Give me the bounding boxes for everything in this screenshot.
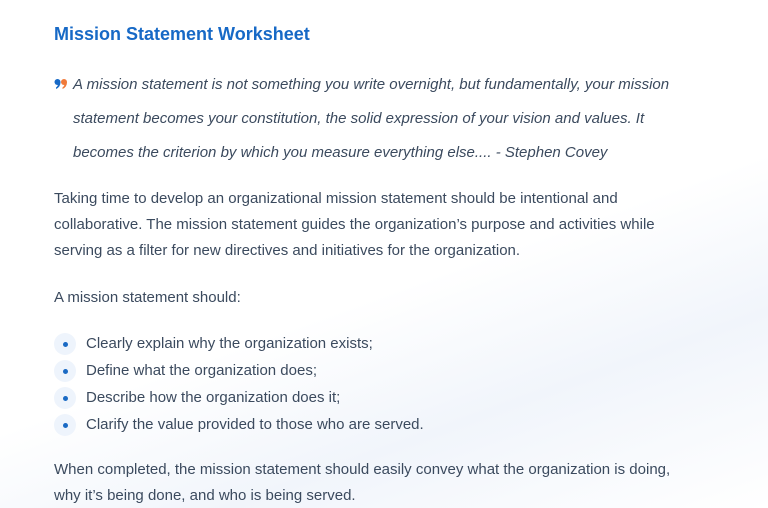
list-item: Clarify the value provided to those who are served. (86, 416, 424, 433)
list-item: Clearly explain why the organization exists; (86, 335, 373, 352)
list-item: Define what the organization does; (86, 362, 317, 379)
quote-line: statement becomes your constitution, the solid expression of your vision and values. It (73, 110, 645, 127)
bullet-icon (54, 387, 76, 409)
list-heading: A mission statement should: (54, 289, 241, 306)
intro-line: serving as a filter for new directives and initiatives for the organization. (54, 242, 521, 259)
bullet-icon (54, 360, 76, 382)
quote-line: A mission statement is not something you write overnight, but fundamentally, your mission (73, 76, 670, 93)
intro-line: collaborative. The mission statement guides the organization’s purpose and activities while (54, 216, 655, 233)
bullet-icon (54, 414, 76, 436)
bullet-icon (54, 333, 76, 355)
closing-line: why it’s being done, and who is being served. (54, 487, 356, 504)
quote-line: becomes the criterion by which you measure everything else.... - Stephen Covey (73, 144, 608, 161)
intro-line: Taking time to develop an organizational mission statement should be intentional and (54, 190, 618, 207)
quote-icon (54, 78, 68, 90)
closing-line: When completed, the mission statement should easily convey what the organization is doing, (54, 461, 671, 478)
list-item: Describe how the organization does it; (86, 389, 341, 406)
page-title: Mission Statement Worksheet (54, 24, 310, 44)
